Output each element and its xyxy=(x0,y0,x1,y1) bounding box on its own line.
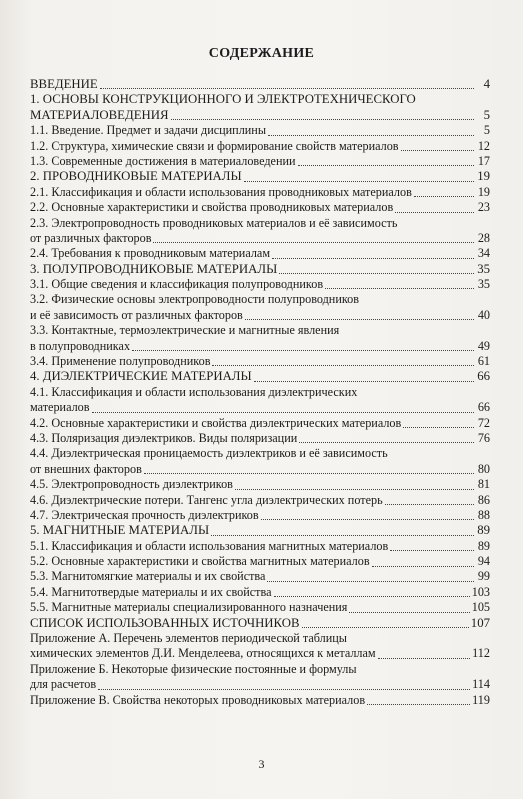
dot-leader xyxy=(268,134,474,136)
dot-leader xyxy=(401,149,474,151)
toc-entry-title: 1.3. Современные достижения в материаловедении xyxy=(30,153,296,168)
dot-leader xyxy=(261,518,474,520)
toc-entry xyxy=(30,77,490,92)
toc-entry-page: 66 xyxy=(477,400,490,415)
toc-entry xyxy=(30,92,490,123)
dot-leader xyxy=(274,595,470,597)
toc-entry-page: 5 xyxy=(483,107,490,122)
dot-leader xyxy=(244,180,474,182)
toc-entry xyxy=(30,539,490,554)
toc-entry-page: 4 xyxy=(483,76,490,91)
toc-entry xyxy=(30,292,490,323)
toc-entry xyxy=(30,662,490,693)
toc-entry xyxy=(30,570,490,585)
toc-entry-title: от внешних факторов xyxy=(30,461,142,476)
dot-leader xyxy=(395,211,474,213)
dot-leader xyxy=(390,549,474,551)
toc-entry xyxy=(30,508,490,523)
toc-entry-page: 99 xyxy=(477,569,490,584)
dot-leader xyxy=(325,287,474,289)
toc-entry-page: 88 xyxy=(477,507,490,522)
toc-entry xyxy=(30,693,490,708)
toc-entry-page: 5 xyxy=(483,123,490,138)
toc-entry-page: 86 xyxy=(477,492,490,507)
toc-entry xyxy=(30,262,490,277)
toc-entry-title: для расчетов xyxy=(30,677,97,692)
table-of-contents xyxy=(30,77,490,708)
toc-entry-page: 34 xyxy=(477,246,490,261)
dot-leader xyxy=(254,380,474,382)
dot-leader xyxy=(144,472,474,474)
toc-entry-title: 3. ПОЛУПРОВОДНИКОВЫЕ МАТЕРИАЛЫ xyxy=(30,261,278,276)
toc-entry-page: 94 xyxy=(477,554,490,569)
toc-entry xyxy=(30,585,490,600)
toc-entry-page: 40 xyxy=(477,307,490,322)
toc-entry-title: 3.1. Общие сведения и классификация полупроводников xyxy=(30,277,324,292)
toc-entry-page: 49 xyxy=(477,338,490,353)
toc-entry-title: 4.1. Классификация и области использования диэлектрических xyxy=(30,384,358,399)
toc-entry-page: 72 xyxy=(477,415,490,430)
toc-entry-page: 119 xyxy=(472,692,490,707)
dot-leader xyxy=(171,118,474,120)
dot-leader xyxy=(385,503,474,505)
toc-entry-page: 114 xyxy=(472,677,490,692)
dot-leader xyxy=(212,364,474,366)
dot-leader xyxy=(153,241,474,243)
toc-entry-title: 4. ДИЭЛЕКТРИЧЕСКИЕ МАТЕРИАЛЫ xyxy=(30,369,252,384)
toc-entry xyxy=(30,139,490,154)
toc-entry-page: 23 xyxy=(477,200,490,215)
toc-entry-page: 19 xyxy=(477,184,490,199)
toc-entry-page: 61 xyxy=(477,354,490,369)
toc-entry xyxy=(30,616,490,631)
toc-entry-title: 1.2. Структура, химические связи и формирование свойств материалов xyxy=(30,138,399,153)
toc-entry-page: 103 xyxy=(471,584,490,599)
toc-entry-title: 4.5. Электропроводность диэлектриков xyxy=(30,477,233,492)
toc-entry-title: 4.4. Диэлектрическая проницаемость диэлектриков и её зависимость xyxy=(30,446,388,461)
toc-entry-title: 4.7. Электрическая прочность диэлектриков xyxy=(30,507,259,522)
toc-entry-title: 3.4. Применение полупроводников xyxy=(30,354,211,369)
toc-entry xyxy=(30,631,490,662)
toc-entry-page: 17 xyxy=(477,153,490,168)
toc-entry-page: 107 xyxy=(470,615,490,630)
toc-entry-title: материалов xyxy=(30,400,90,415)
toc-entry-title: Приложение Б. Некоторые физические постоянные и формулы xyxy=(30,661,357,676)
dot-leader xyxy=(414,195,474,197)
toc-entry-title: 3.2. Физические основы электропроводности полупроводников xyxy=(30,292,360,307)
toc-entry-title: 2.1. Классификация и области использования проводниковых материалов xyxy=(30,184,412,199)
toc-entry-page: 12 xyxy=(477,138,490,153)
toc-entry xyxy=(30,385,490,416)
toc-entry-title: СПИСОК ИСПОЛЬЗОВАННЫХ ИСТОЧНИКОВ xyxy=(30,615,300,630)
dot-leader xyxy=(245,318,474,320)
dot-leader xyxy=(235,488,474,490)
dot-leader xyxy=(272,257,474,259)
toc-entry xyxy=(30,416,490,431)
toc-entry xyxy=(30,446,490,477)
toc-entry xyxy=(30,523,490,538)
toc-entry xyxy=(30,185,490,200)
toc-entry-title: 3.3. Контактные, термоэлектрические и магнитные явления xyxy=(30,323,340,338)
dot-leader xyxy=(98,688,470,690)
toc-entry-title: 1.1. Введение. Предмет и задачи дисциплины xyxy=(30,123,267,138)
toc-entry xyxy=(30,169,490,184)
dot-leader xyxy=(298,164,474,166)
toc-entry-title: и её зависимость от различных факторов xyxy=(30,307,243,322)
toc-entry-page: 28 xyxy=(477,230,490,245)
dot-leader xyxy=(211,534,474,536)
toc-entry-page: 81 xyxy=(477,477,490,492)
toc-entry-title: химических элементов Д.И. Менделеева, относящихся к металлам xyxy=(30,646,376,661)
page-title: СОДЕРЖАНИЕ xyxy=(208,46,315,61)
toc-entry-title: от различных факторов xyxy=(30,230,152,245)
dot-leader xyxy=(403,426,474,428)
dot-leader xyxy=(378,657,471,659)
toc-entry-title: 5.5. Магнитные материалы специализированного назначения xyxy=(30,600,348,615)
toc-entry-page: 89 xyxy=(477,523,490,538)
toc-entry-page: 66 xyxy=(477,369,490,384)
toc-entry-title: 2. ПРОВОДНИКОВЫЕ МАТЕРИАЛЫ xyxy=(30,169,242,184)
toc-entry-page: 105 xyxy=(471,600,490,615)
toc-entry xyxy=(30,323,490,354)
toc-entry-title: 5.2. Основные характеристики и свойства магнитных материалов xyxy=(30,554,370,569)
toc-entry-title: 5.3. Магнитомягкие материалы и их свойства xyxy=(30,569,266,584)
toc-entry xyxy=(30,369,490,384)
dot-leader xyxy=(372,565,474,567)
toc-entry-page: 80 xyxy=(477,461,490,476)
toc-entry-title: 2.4. Требования к проводниковым материалам xyxy=(30,246,271,261)
toc-entry-title: Приложение В. Свойства некоторых проводниковых материалов xyxy=(30,692,366,707)
toc-entry-title: в полупроводниках xyxy=(30,338,131,353)
toc-entry-title: 4.3. Поляризация диэлектриков. Виды поляризации xyxy=(30,430,298,445)
toc-entry-page: 112 xyxy=(472,646,490,661)
toc-entry-title: 2.2. Основные характеристики и свойства проводниковых материалов xyxy=(30,200,394,215)
toc-entry xyxy=(30,154,490,169)
toc-entry-title: МАТЕРИАЛОВЕДЕНИЯ xyxy=(30,107,169,122)
toc-entry-title: Приложение А. Перечень элементов периодической таблицы xyxy=(30,631,347,646)
toc-entry-page: 35 xyxy=(477,277,490,292)
dot-leader xyxy=(100,87,474,89)
toc-entry-title: 2.3. Электропроводность проводниковых материалов и её зависимость xyxy=(30,215,398,230)
toc-entry-page: 89 xyxy=(477,538,490,553)
toc-entry-title: 4.6. Диэлектрические потери. Тангенс угла диэлектрических потерь xyxy=(30,492,383,507)
dot-leader xyxy=(299,441,474,443)
dot-leader xyxy=(279,272,474,274)
toc-entry-page: 19 xyxy=(477,169,490,184)
toc-entry xyxy=(30,246,490,261)
toc-entry xyxy=(30,200,490,215)
dot-leader xyxy=(267,580,474,582)
toc-entry-title: 5.4. Магнитотвердые материалы и их свойства xyxy=(30,584,272,599)
toc-entry xyxy=(30,354,490,369)
toc-entry-page: 76 xyxy=(477,430,490,445)
toc-entry xyxy=(30,123,490,138)
dot-leader xyxy=(92,411,474,413)
dot-leader xyxy=(367,703,470,705)
dot-leader xyxy=(132,349,474,351)
toc-entry xyxy=(30,277,490,292)
toc-entry xyxy=(30,216,490,247)
toc-entry-title: 5.1. Классификация и области использования магнитных материалов xyxy=(30,538,389,553)
dot-leader xyxy=(302,626,469,628)
toc-entry xyxy=(30,493,490,508)
toc-entry-title: ВВЕДЕНИЕ xyxy=(30,76,98,91)
toc-entry xyxy=(30,600,490,615)
page-number: 3 xyxy=(258,757,265,771)
toc-entry xyxy=(30,477,490,492)
toc-entry xyxy=(30,431,490,446)
toc-entry xyxy=(30,554,490,569)
dot-leader xyxy=(349,611,469,613)
toc-entry-title: 5. МАГНИТНЫЕ МАТЕРИАЛЫ xyxy=(30,523,210,538)
toc-entry-title: 4.2. Основные характеристики и свойства диэлектрических материалов xyxy=(30,415,402,430)
toc-entry-page: 35 xyxy=(477,261,490,276)
toc-entry-title: 1. ОСНОВЫ КОНСТРУКЦИОННОГО И ЭЛЕКТРОТЕХНИЧЕСКОГО xyxy=(30,92,416,107)
